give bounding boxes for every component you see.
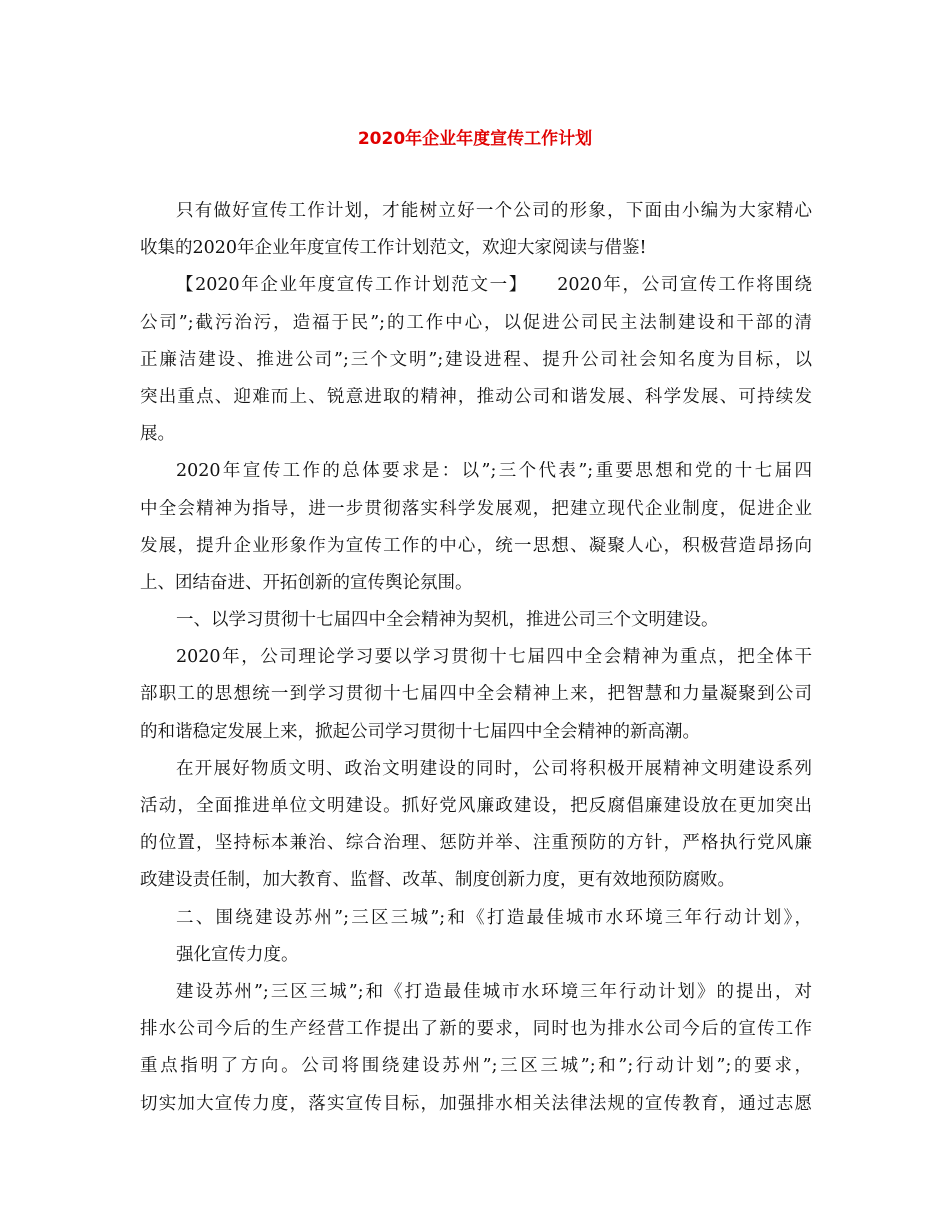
text-line: 重点指明了方向。公司将围绕建设苏州”;三区三城”;和”;行动计划”;的要求，: [140, 1056, 812, 1077]
text-line: 【2020年企业年度宣传工作计划范文一】 2020年，公司宣传工作将围绕: [176, 275, 812, 296]
text-line: 突出重点、迎难而上、锐意进取的精神，推动公司和谐发展、科学发展、可持续发: [140, 386, 812, 407]
text-line: 政建设责任制，加大教育、监督、改革、制度创新力度，更有效地预防腐败。: [140, 870, 735, 891]
text-line: 发展，提升企业形象作为宣传工作的中心，统一思想、凝聚人心，积极营造昂扬向: [140, 535, 812, 556]
document-body: [140, 193, 812, 1123]
text-line: 2020年，公司理论学习要以学习贯彻十七届四中全会精神为重点，把全体干: [176, 647, 812, 668]
text-line: 建设苏州”;三区三城”;和《打造最佳城市水环境三年行动计划》的提出，对: [176, 981, 812, 1002]
text-line: 中全会精神为指导，进一步贯彻落实科学发展观，把建立现代企业制度，促进企业: [140, 498, 812, 519]
text-line: 公司”;截污治污，造福于民”;的工作中心，以促进公司民主法制建设和干部的清: [140, 312, 812, 333]
text-line: 在开展好物质文明、政治文明建设的同时，公司将积极开展精神文明建设系列: [176, 758, 812, 779]
text-line: 2020年宣传工作的总体要求是：以”;三个代表”;重要思想和党的十七届四: [176, 461, 812, 482]
text-line: 收集的2020年企业年度宣传工作计划范文，欢迎大家阅读与借鉴!: [140, 238, 647, 259]
text-line: 排水公司今后的生产经营工作提出了新的要求，同时也为排水公司今后的宣传工作: [140, 1019, 812, 1040]
text-line: 二、围绕建设苏州”;三区三城”;和《打造最佳城市水环境三年行动计划》，: [176, 907, 812, 928]
text-line: 强化宣传力度。: [176, 944, 299, 965]
text-line: 部职工的思想统一到学习贯彻十七届四中全会精神上来，把智慧和力量凝聚到公司: [140, 684, 812, 705]
text-line: 只有做好宣传工作计划，才能树立好一个公司的形象，下面由小编为大家精心: [176, 201, 812, 221]
text-line: 的和谐稳定发展上来，掀起公司学习贯彻十七届四中全会精神的新高潮。: [140, 721, 700, 742]
text-line: 活动，全面推进单位文明建设。抓好党风廉政建设，把反腐倡廉建设放在更加突出: [140, 796, 812, 816]
text-line: 的位置，坚持标本兼治、综合治理、惩防并举、注重预防的方针，严格执行党风廉: [140, 833, 812, 854]
text-line: 上、团结奋进、开拓创新的宣传舆论氛围。: [140, 572, 473, 593]
text-line: 正廉洁建设、推进公司”;三个文明”;建设进程、提升公司社会知名度为目标，以: [140, 349, 812, 370]
text-line: 展。: [140, 424, 175, 445]
text-line: 一、以学习贯彻十七届四中全会精神为契机，推进公司三个文明建设。: [176, 610, 719, 631]
document-title: 2020年企业年度宣传工作计划: [357, 129, 593, 149]
text-line: 切实加大宣传力度，落实宣传目标，加强排水相关法律法规的宣传教育，通过志愿: [140, 1093, 812, 1114]
